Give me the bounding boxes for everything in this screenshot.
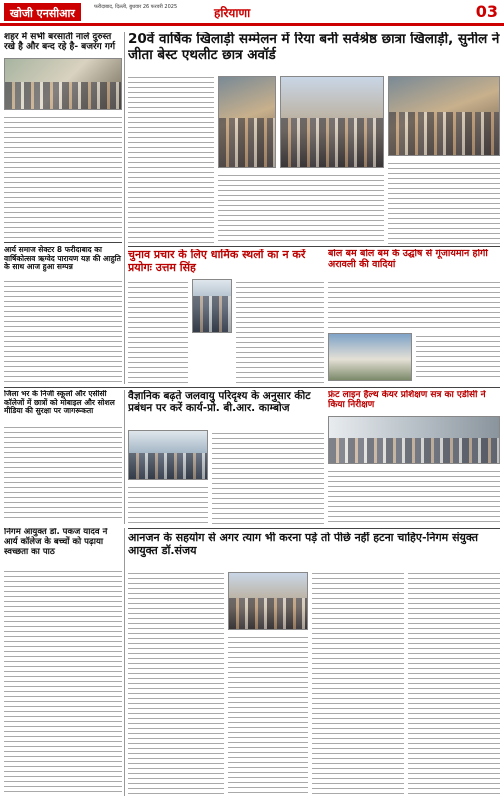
story-7-headline: फ्रंट लाइन हैल्थ केयर प्रशिक्षण सत्र का एडीसी ने किया निरीक्षण (328, 390, 486, 411)
left-column (4, 32, 122, 384)
story-3-headline: जिला भर के निजी स्कूलों और एसीसी कॉलेजों में छात्रों को मोबाइल और सोशल मीडिया की सुरक्षा पर जागरूकता (4, 390, 115, 416)
story-8-text-col-2 (228, 634, 308, 796)
main-story-header (128, 32, 500, 72)
story-9-headline: निगम आयुक्त डॉ. पंकज यादव ने आर्य कॉलेज के बच्चों को पढ़ाया स्वच्छता का पाठ (4, 528, 108, 557)
story-8-photo (228, 572, 308, 630)
newspaper-brand: खोजी एनसीआर (4, 3, 81, 21)
story-8-text-col-4 (408, 570, 500, 796)
story-6-headline: वैज्ञानिक बढ़ते जलवायु परिदृश्य के अनुसार कीट प्रबंधन पर करें कार्य-प्रो. बी.आर. काम्बोज (128, 390, 311, 415)
story-2-body (4, 278, 122, 382)
story-6-photo (128, 430, 208, 480)
section-title: हरियाणा (214, 6, 251, 20)
story-4-headline: चुनाव प्रचार के लिए धार्मिक स्थलों का न करें प्रयोगः उत्तम सिंह (128, 249, 306, 274)
story-8-header (128, 532, 500, 566)
masthead (0, 0, 504, 26)
story-8-text-col-3 (312, 570, 404, 796)
story-1-photo (4, 58, 122, 110)
story-5-photo (328, 333, 412, 381)
story-4 (128, 249, 324, 383)
story-1-headline: शहर में सभी बरसाती नाले दुरुस्त रखे है और बन्द रहे है- बजरंग गर्ग (4, 32, 116, 53)
date-line: फरीदाबाद, दिल्ली, बुधवार 26 फरवरी 2025 (94, 4, 178, 10)
story-2-headline: आर्य समाज सेक्टर 8 फरीदाबाद का वार्षिकोत्सव ऋग्वेद पारायण यज्ञ की आहुति के साथ आज हुआ सम्पन्न (4, 245, 121, 272)
page-number: 03 (475, 2, 498, 21)
story-6 (128, 390, 324, 524)
story-5 (328, 249, 500, 383)
story-7 (328, 390, 500, 524)
main-photo-2 (280, 76, 384, 168)
main-headline: 20वें वार्षिक खिलाड़ी सम्मेलन में रिया बनी सर्वश्रेष्ठ छात्रा खिलाड़ी, सुनील ने जीता बेस्ट एथलीट छात्र अवॉर्ड (128, 32, 500, 63)
main-story-text-col-2 (218, 172, 384, 244)
story-5-headline: बोल बम बोल बम के उद्घोष से गूंजायमान होगी अरावली की वादियां (328, 249, 488, 270)
story-3 (4, 390, 122, 520)
main-photo-3 (388, 76, 500, 156)
story-1-body (4, 114, 122, 238)
story-8-headline: आनजन के सहयोग से अगर त्याग भी करना पड़े तो पीछे नहीं हटना चाहिए-निगम संयुक्त आयुक्त डॉ.संजय (128, 532, 479, 557)
main-photo-1 (218, 76, 276, 168)
main-story-text-col-1 (128, 74, 214, 244)
story-7-photo (328, 416, 500, 464)
story-4-portrait (192, 279, 232, 333)
main-story-text-col-3 (388, 160, 500, 244)
story-8-text-col-1 (128, 570, 224, 796)
story-9 (4, 528, 122, 796)
